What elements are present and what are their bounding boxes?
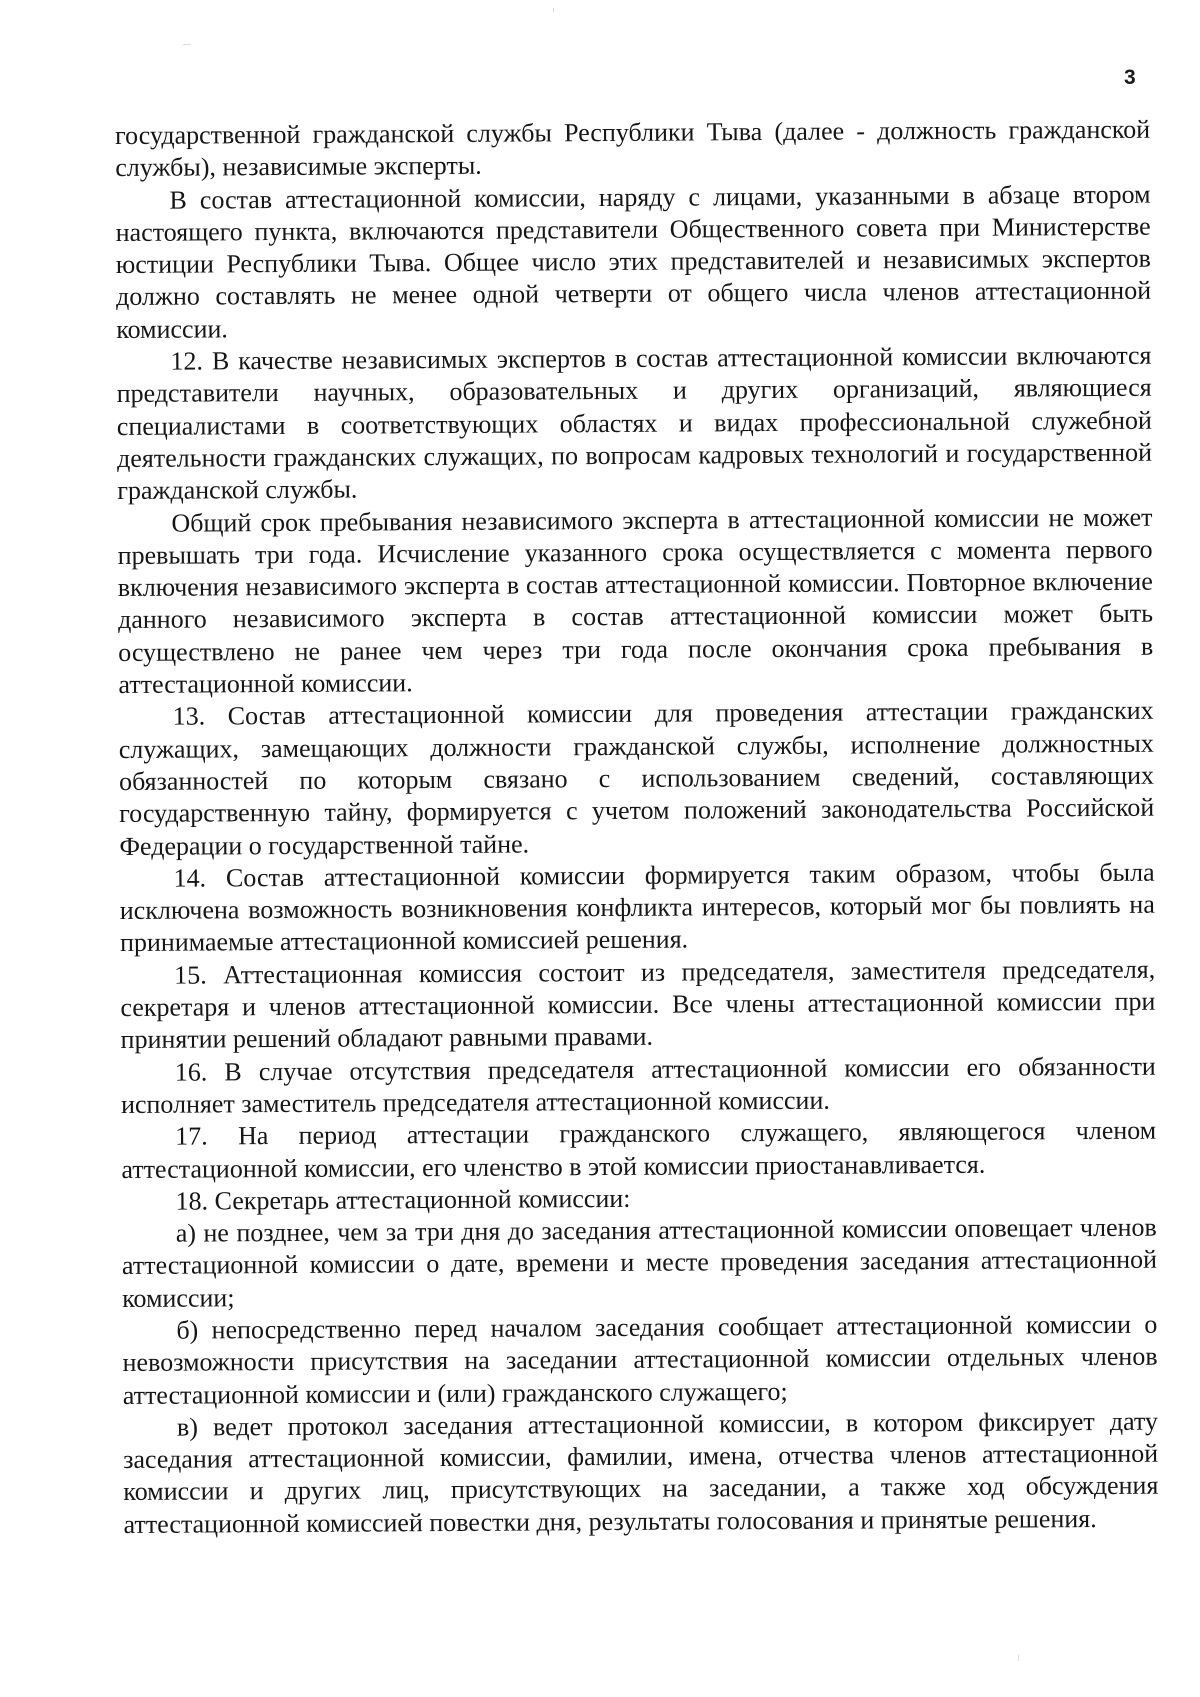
paragraph-item-17: 17. На период аттестации гражданского служащего, являющегося членом аттестационной комиссии, его членство в этой комиссии приостанавливается. [121,1115,1157,1184]
subitem-b: б) непосредственно перед началом заседания сообщает аттестационной комиссии о невозможности присутствия на заседании аттестационной комиссии отдельных членов аттестационной комиссии и (или) гражданского служащего; [122,1309,1158,1410]
paragraph-item-13: 13. Состав аттестационной комиссии для проведения аттестации гражданских служащих, замещающих должности гражданской службы, исполнение должностных обязанностей по которым связано с использованием сведений, составляющих государственную тайну, формируется с учетом положений законодательства Российской Федерации о государственной тайне. [118,696,1155,861]
scan-speck [553,8,554,12]
subitem-v: в) ведет протокол заседания аттестационной комиссии, в котором фиксирует дату заседания аттестационной комиссии, фамилии, имена, отчества членов аттестационной комиссии и других лиц, присутствующих на заседании, а также ход обсуждения аттестационной комиссией повестки дня, результаты голосования и принятые решения. [123,1406,1159,1539]
page-number: 3 [1124,66,1136,89]
body-text [115,114,1159,1541]
paragraph-item-16: 16. В случае отсутствия председателя аттестационной комиссии его обязанности исполняет заместитель председателя аттестационной комиссии. [120,1051,1156,1119]
paragraph-item-15: 15. Аттестационная комиссия состоит из председателя, заместителя председателя, секретаря и членов аттестационной комиссии. Все члены аттестационной комиссии при принятии решений обладают равными правами. [120,954,1156,1055]
paragraph-item-18: 18. Секретарь аттестационной комиссии: [175,1183,631,1216]
subitem-a: а) не позднее, чем за три дня до заседания аттестационной комиссии оповещает членов аттестационной комиссии о дате, времени и месте проведения заседания аттестационной комиссии; [121,1212,1158,1313]
paragraph: Общий срок пребывания независимого эксперта в аттестационной комиссии не может превышать три года. Исчисление указанного срока осуществляется с момента первого включения независимого эксперта в состав аттестационной комиссии. Повторное включение данного независимого эксперта в состав аттестационной комиссии может быть осуществлено не ранее чем через три года после окончания срока пребывания в аттестационной комиссии. [117,502,1154,700]
paragraph-item-12: 12. В качестве независимых экспертов в состав аттестационной комиссии включаются представители научных, образовательных и других организаций, являющиеся специалистами в соответствующих областях и видах профессиональной служебной деятельности гражданских служащих, по вопросам кадровых технологий и государственной гражданской службы. [116,340,1153,506]
paragraph: В состав аттестационной комиссии, наряду с лицами, указанными в абзаце втором настоящего пункта, включаются представители Общественного совета при Министерстве юстиции Республики Тыва. Общее число этих представителей и независимых экспертов должно составлять не менее одной четверти от общего числа членов аттестационной комиссии. [115,179,1152,344]
paragraph-item-14: 14. Состав аттестационной комиссии формируется таким образом, чтобы была исключена возможность возникновения конфликта интересов, который мог бы повлиять на принимаемые аттестационной комиссией решения. [119,857,1155,958]
scan-speck [1018,1655,1019,1661]
scan-speck [183,44,191,45]
paragraph: государственной гражданской службы Республики Тыва (далее - должность гражданской службы), независимые эксперты. [115,114,1151,183]
